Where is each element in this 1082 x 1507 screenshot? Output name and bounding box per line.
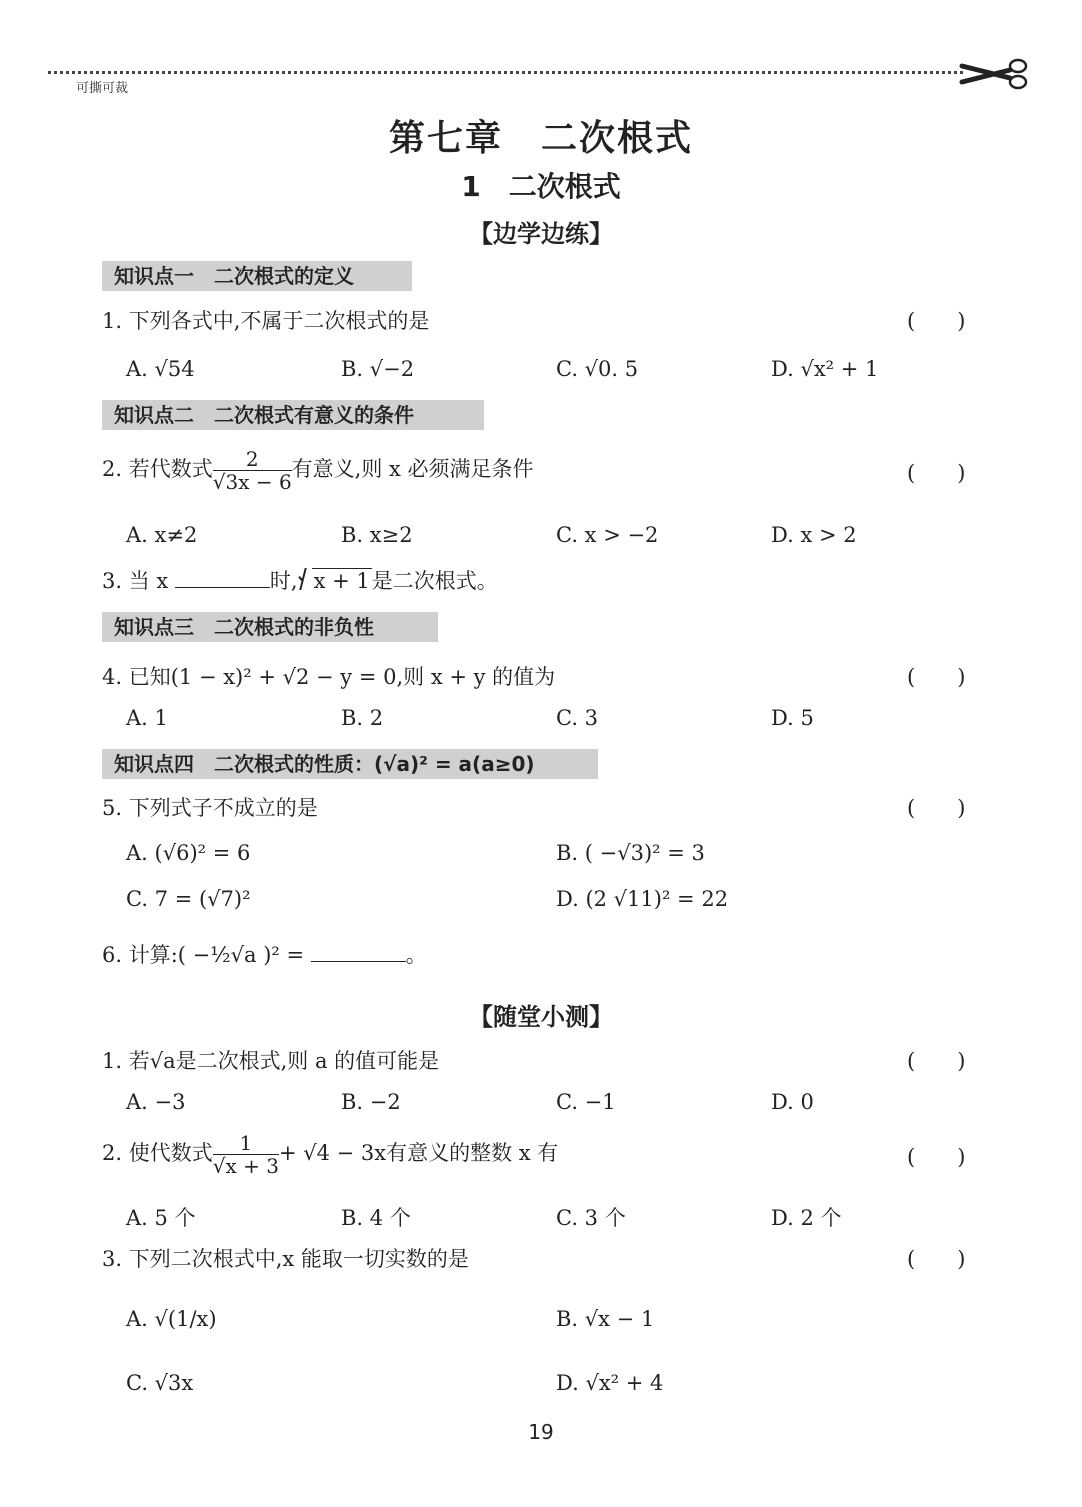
option-a: A. x≠2 — [126, 523, 198, 547]
radical — [298, 566, 372, 596]
option-d: D. √x² + 1 — [771, 357, 879, 381]
option-d: D. 0 — [771, 1090, 814, 1114]
answer-blank[interactable] — [175, 567, 270, 588]
answer-bracket: ( ) — [907, 665, 966, 689]
fraction-denominator: √3x − 6 — [212, 470, 292, 494]
option-d: D. 2 个 — [771, 1206, 842, 1230]
stem-prefix: 2. 若代数式 — [102, 457, 213, 481]
quiz-question-2-stem — [102, 1132, 558, 1177]
quiz-question-3-stem: 3. 下列二次根式中,x 能取一切实数的是 — [102, 1247, 469, 1271]
option-a: A. 1 — [126, 706, 168, 730]
question-2-stem — [102, 448, 534, 493]
question-3-stem — [102, 566, 498, 596]
stem-prefix: 6. 计算: — [102, 943, 178, 967]
question-4-stem: 4. 已知(1 − x)² + √2 − y = 0,则 x + y 的值为 — [102, 665, 556, 689]
option-c: C. −1 — [556, 1090, 616, 1114]
answer-blank[interactable] — [311, 941, 406, 962]
quiz-heading: 【随堂小测】 — [469, 1003, 613, 1031]
knowledge-point-2: 知识点二 二次根式有意义的条件 — [102, 400, 484, 430]
fraction — [213, 448, 292, 493]
answer-bracket: ( ) — [907, 309, 966, 333]
section-title: 1 二次根式 — [461, 170, 621, 203]
fraction-denominator: √x + 3 — [212, 1154, 279, 1178]
chapter-title: 第七章 二次根式 — [388, 117, 693, 159]
radicand: x + 1 — [313, 569, 370, 593]
knowledge-point-3: 知识点三 二次根式的非负性 — [102, 612, 438, 642]
quiz-question-1-stem: 1. 若√a是二次根式,则 a 的值可能是 — [102, 1049, 440, 1073]
option-d: D. √x² + 4 — [556, 1371, 664, 1395]
option-b: B. 2 — [341, 706, 384, 730]
option-a: A. 5 个 — [126, 1206, 196, 1230]
answer-bracket: ( ) — [907, 1049, 966, 1073]
option-c: C. √3x — [126, 1371, 194, 1395]
knowledge-point-4: 知识点四 二次根式的性质：(√a)² = a(a≥0) — [102, 749, 598, 779]
option-d: D. (2 √11)² = 22 — [556, 887, 729, 911]
knowledge-point-1: 知识点一 二次根式的定义 — [102, 261, 412, 291]
stem-suffix: 是二次根式。 — [371, 569, 498, 593]
page-number: 19 — [528, 1420, 554, 1444]
expression: ( −½√a )² — [177, 943, 280, 967]
answer-bracket: ( ) — [907, 1247, 966, 1271]
option-b: B. √x − 1 — [556, 1307, 655, 1331]
stem-suffix: + √4 − 3x有意义的整数 x 有 — [278, 1141, 559, 1165]
option-c: C. 3 个 — [556, 1206, 626, 1230]
option-c: C. 7 = (√7)² — [126, 887, 251, 911]
practice-heading: 【边学边练】 — [469, 220, 613, 248]
option-c: C. x > −2 — [556, 523, 659, 547]
option-a: A. √(1/x) — [126, 1307, 217, 1331]
scissors-icon — [958, 56, 1030, 92]
tear-label: 可撕可裁 — [76, 81, 129, 96]
option-b: B. √−2 — [341, 357, 415, 381]
stem-end: 。 — [405, 943, 427, 967]
option-d: D. x > 2 — [771, 523, 857, 547]
question-6-stem — [102, 940, 427, 970]
option-b: B. 4 个 — [341, 1206, 411, 1230]
question-5-stem: 5. 下列式子不成立的是 — [102, 796, 318, 820]
stem-prefix: 3. 当 x — [102, 569, 169, 593]
tear-line — [48, 71, 963, 74]
answer-bracket: ( ) — [907, 796, 966, 820]
option-a: A. −3 — [126, 1090, 186, 1114]
stem-suffix: 有意义,则 x 必须满足条件 — [291, 457, 534, 481]
stem-prefix: 2. 使代数式 — [102, 1141, 213, 1165]
option-d: D. 5 — [771, 706, 814, 730]
equals-sign: = — [286, 943, 305, 967]
question-1-stem: 1. 下列各式中,不属于二次根式的是 — [102, 309, 430, 333]
answer-bracket: ( ) — [907, 461, 966, 485]
option-b: B. ( −√3)² = 3 — [556, 841, 705, 865]
fraction-numerator: 1 — [213, 1132, 279, 1155]
option-c: C. √0. 5 — [556, 357, 639, 381]
option-c: C. 3 — [556, 706, 599, 730]
option-b: B. x≥2 — [341, 523, 413, 547]
stem-mid: 时, — [269, 569, 298, 593]
option-a: A. (√6)² = 6 — [126, 841, 251, 865]
option-a: A. √54 — [126, 357, 195, 381]
fraction — [213, 1132, 279, 1177]
option-b: B. −2 — [341, 1090, 401, 1114]
fraction-numerator: 2 — [213, 448, 292, 471]
answer-bracket: ( ) — [907, 1145, 966, 1169]
